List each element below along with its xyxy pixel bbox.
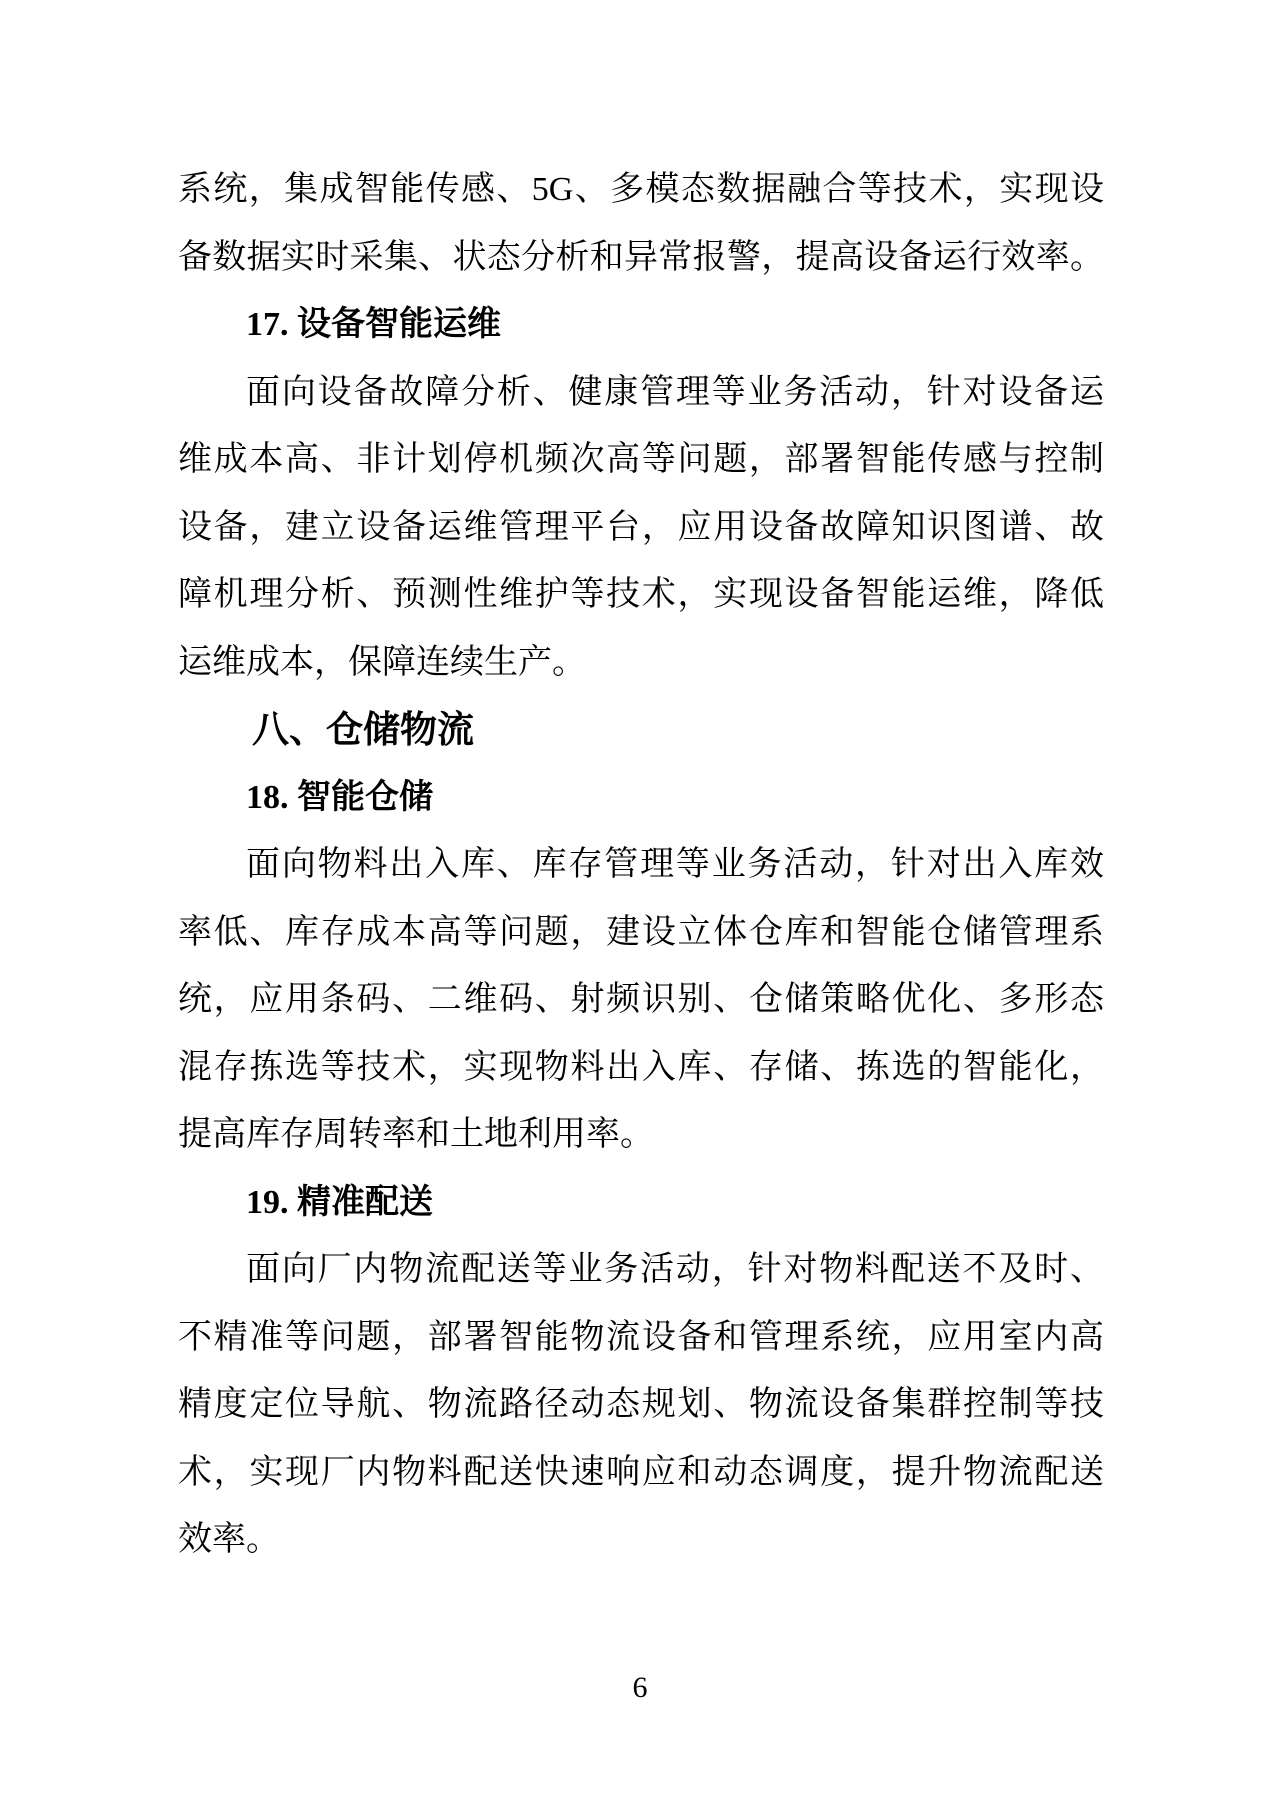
body-line: 面向设备故障分析、健康管理等业务活动，针对设备运 — [246, 373, 1104, 411]
text-block — [178, 156, 1104, 1574]
body-line: 障机理分析、预测性维护等技术，实现设备智能运维，降低 — [178, 576, 1104, 613]
body-line: 混存拣选等技术，实现物料出入库、存储、拣选的智能化， — [178, 1048, 1104, 1086]
heading-section-18: 18. 智能仓储 — [246, 778, 433, 816]
body-line: 设备，建立设备运维管理平台，应用设备故障知识图谱、故 — [178, 508, 1104, 546]
body-line: 统，应用条码、二维码、射频识别、仓储策略优化、多形态 — [178, 981, 1104, 1018]
body-line-paragraph-end: 效率。 — [178, 1521, 280, 1558]
body-line-continuation: 系统，集成智能传感、5G、多模态数据融合等技术，实现设 — [178, 171, 1104, 208]
heading-chapter-8: 八、仓储物流 — [252, 709, 474, 750]
body-line: 面向厂内物流配送等业务活动，针对物料配送不及时、 — [246, 1251, 1104, 1288]
body-line-paragraph-end: 提高库存周转率和土地利用率。 — [178, 1116, 654, 1153]
body-line: 率低、库存成本高等问题，建设立体仓库和智能仓储管理系 — [178, 913, 1104, 951]
heading-section-17: 17. 设备智能运维 — [246, 306, 501, 343]
body-line: 术，实现厂内物料配送快速响应和动态调度，提升物流配送 — [178, 1453, 1104, 1491]
body-line: 面向物料出入库、库存管理等业务活动，针对出入库效 — [246, 846, 1104, 883]
body-line: 备数据实时采集、状态分析和异常报警，提高设备运行效率。 — [178, 238, 1104, 276]
body-line: 精度定位导航、物流路径动态规划、物流设备集群控制等技 — [178, 1386, 1104, 1423]
page-number: 6 — [632, 1671, 648, 1704]
body-line: 不精准等问题，部署智能物流设备和管理系统，应用室内高 — [178, 1318, 1104, 1356]
body-line: 维成本高、非计划停机频次高等问题，部署智能传感与控制 — [178, 441, 1104, 478]
heading-section-19: 19. 精准配送 — [246, 1183, 433, 1221]
body-line-paragraph-end: 运维成本，保障连续生产。 — [178, 643, 586, 681]
